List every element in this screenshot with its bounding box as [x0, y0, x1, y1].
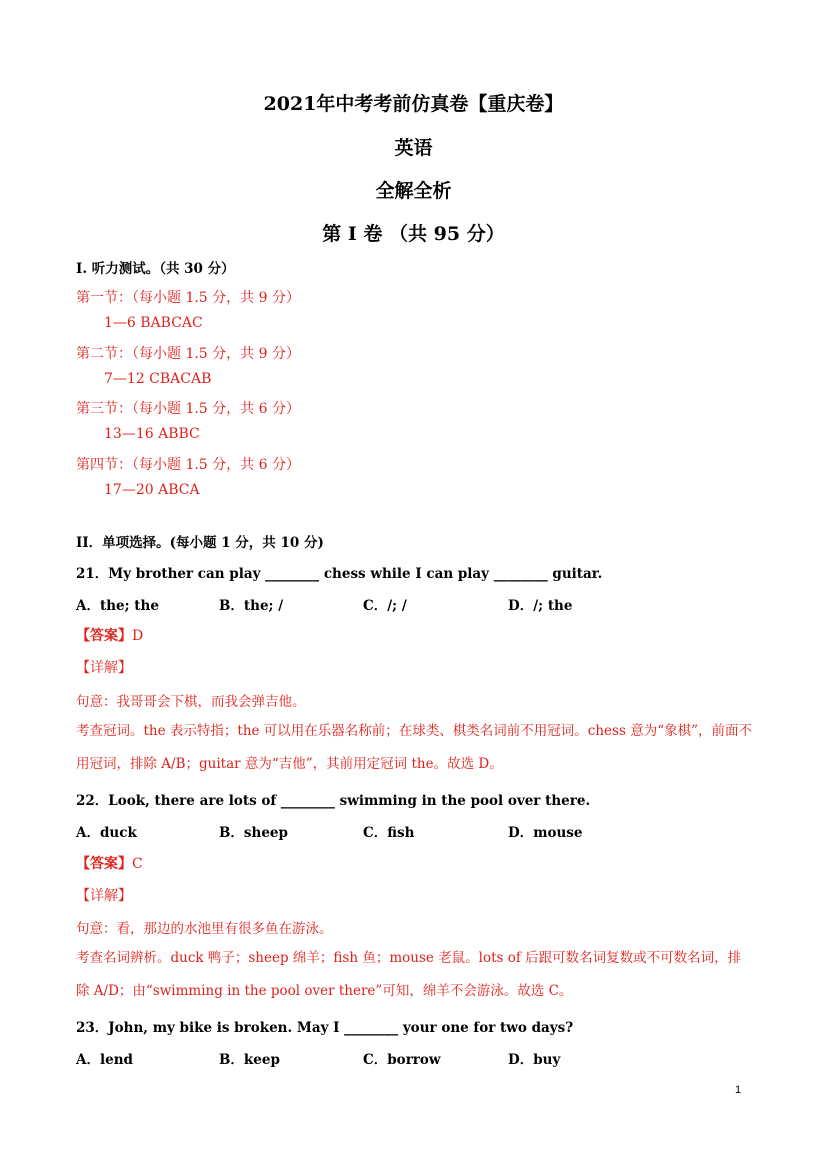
- option-a: A．the; the: [76, 598, 159, 614]
- explanation: 考查冠词。the 表示特指；the 可以用在乐器名称前；在球类、棋类名词前不用冠词。chess 意为“象棋”，前面不用冠词，排除 A/B；guitar 意为“吉他”，其前用定冠词 the。故选 D。: [76, 723, 752, 772]
- section-answers: 7—12 CBACAB: [104, 371, 212, 387]
- option-c: C．fish: [363, 825, 415, 841]
- document-title: 2021年中考考前仿真卷【重庆卷】: [263, 93, 564, 115]
- sentence-meaning: 句意：我哥哥会下棋，而我会弹吉他。: [76, 694, 306, 710]
- answer-value: D: [132, 628, 144, 644]
- question-stem: 22．Look, there are lots of ________ swimming in the pool over there.: [76, 793, 591, 809]
- answer-label: 【答案】: [76, 856, 132, 872]
- answer-line: [76, 853, 143, 873]
- question-stem: 21．My brother can play ________ chess while I can play ________ guitar.: [76, 566, 603, 582]
- option-b: B．sheep: [219, 825, 288, 841]
- option-b: B．keep: [219, 1052, 280, 1068]
- answer-line: [76, 625, 143, 645]
- option-d: D．/; the: [508, 598, 573, 614]
- option-c: C．/; /: [363, 598, 407, 614]
- page-number: 1: [735, 1084, 742, 1096]
- subject-title: 英语: [394, 137, 433, 159]
- section-answers: 17—20 ABCA: [104, 482, 200, 498]
- option-a: A．lend: [76, 1052, 133, 1068]
- option-c: C．borrow: [363, 1052, 441, 1068]
- section-label: 第三节：（每小题 1.5 分，共 6 分）: [76, 401, 300, 417]
- answer-value: C: [132, 856, 143, 872]
- option-a: A．duck: [76, 825, 137, 841]
- section-label: 第四节：（每小题 1.5 分，共 6 分）: [76, 457, 300, 473]
- explanation: 考查名词辨析。duck 鸭子；sheep 绵羊；fish 鱼；mouse 老鼠。lots of 后跟可数名词复数或不可数名词，排除 A/D；由“swimming in the pool over there”可知，绵羊不会游泳。故选 C。: [76, 950, 742, 999]
- part-title: 第 I 卷 （共 95 分）: [322, 223, 505, 245]
- detail-label: 【详解】: [76, 660, 132, 676]
- answer-label: 【答案】: [76, 628, 132, 644]
- option-d: D．mouse: [508, 825, 583, 841]
- mc-heading: II．单项选择。(每小题 1 分，共 10 分): [76, 535, 324, 551]
- section-label: 第一节：（每小题 1.5 分，共 9 分）: [76, 290, 300, 306]
- subtitle: 全解全析: [375, 180, 452, 202]
- section-answers: 1—6 BABCAC: [104, 315, 203, 331]
- question-stem: 23．John, my bike is broken. May I ________ your one for two days?: [76, 1020, 574, 1036]
- listening-heading: I. 听力测试。（共 30 分）: [76, 261, 235, 277]
- option-d: D．buy: [508, 1052, 561, 1068]
- section-answers: 13—16 ABBC: [104, 426, 200, 442]
- option-b: B．the; /: [219, 598, 284, 614]
- sentence-meaning: 句意：看，那边的水池里有很多鱼在游泳。: [76, 921, 333, 937]
- detail-label: 【详解】: [76, 888, 132, 904]
- section-label: 第二节：（每小题 1.5 分，共 9 分）: [76, 346, 300, 362]
